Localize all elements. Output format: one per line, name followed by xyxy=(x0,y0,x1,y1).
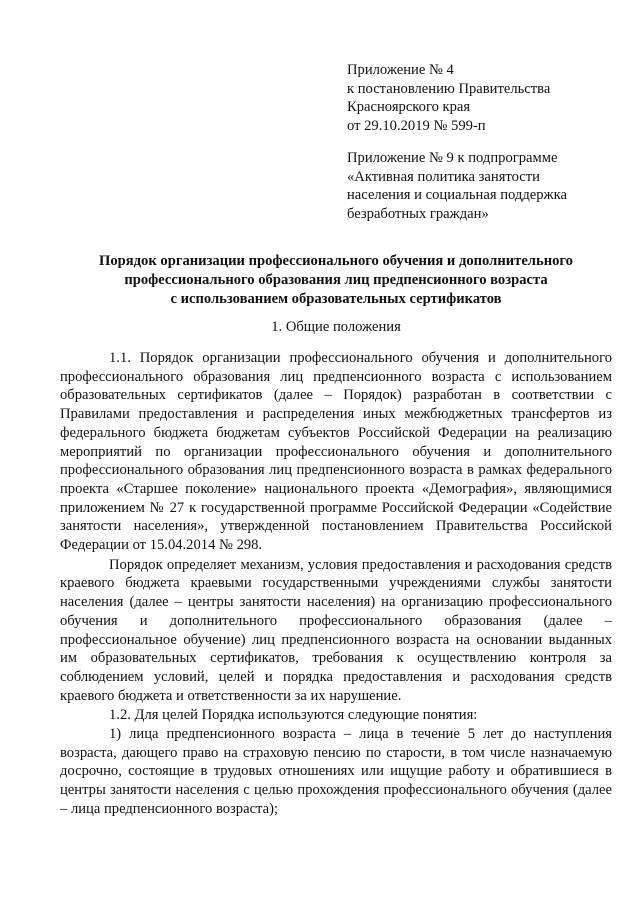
paragraph: 1.1. Порядок организации профессионального обучения и дополнительного профессионального образования лиц предпенсионного возраста с использованием образовательных сертификатов (далее – Порядок) разработан в соответствии с Правилами предоставления и распределения иных межбюджетных трансфертов из федерального бюджета бюджетам субъектов Российской Федерации на реализацию мероприятий по организации профессионального обучения и дополнительного профессионального образования лиц предпенсионного возраста в рамках федерального проекта «Старшее поколение» национального проекта «Демография», являющимися приложением № 27 к государственной программе Российской Федерации «Содействие занятости населения», утвержденной постановлением Правительства Российской Федерации от 15.04.2014 № 298. xyxy=(60,350,612,554)
attachment-line: к постановлению Правительства xyxy=(347,80,551,97)
paragraph: 1.2. Для целей Порядка используются следующие понятия: xyxy=(109,707,478,724)
attachment-line: «Активная политика занятости xyxy=(347,168,540,185)
attachment-line: Красноярского края xyxy=(347,99,471,115)
document-body xyxy=(60,349,612,819)
attachment-line: безработных граждан» xyxy=(347,205,489,222)
document-title xyxy=(60,252,612,309)
attachment-line: Приложение № 4 xyxy=(347,62,454,78)
attachment-header-main xyxy=(347,61,627,135)
title-line: с использованием образовательных сертификатов xyxy=(170,291,502,307)
attachment-line: от 29.10.2019 № 599-п xyxy=(347,117,486,134)
attachment-line: населения и социальная поддержка xyxy=(347,187,567,203)
title-line: профессионального образования лиц предпенсионного возраста xyxy=(124,272,548,288)
title-line: Порядок организации профессионального обучения и дополнительного xyxy=(99,253,573,269)
attachment-header-sub xyxy=(347,149,627,223)
paragraph: 1) лица предпенсионного возраста – лица в течение 5 лет до наступления возраста, дающего право на страховую пенсию по старости, в том числе назначаемую досрочно, состоящие в трудовых отношениях или ищущие работу и обратившиеся в центры занятости населения с целью прохождения профессионального обучения (далее – лица предпенсионного возраста); xyxy=(60,726,612,817)
attachment-line: Приложение № 9 к подпрограмме xyxy=(347,150,558,166)
paragraph: Порядок определяет механизм, условия предоставления и расходования средств краевого бюджета краевыми государственными учреждениями службы занятости населения (далее – центры занятости населения) на организацию профессионального обучения и дополнительного профессионального образования (далее – профессиональное обучение) лиц предпенсионного возраста на основании выданных им образовательных сертификатов, требования к осуществлению контроля за соблюдением условий, целей и порядка предоставления и расходования средств краевого бюджета и ответственности за их нарушение. xyxy=(60,556,612,704)
section-heading: 1. Общие положения xyxy=(271,319,401,335)
